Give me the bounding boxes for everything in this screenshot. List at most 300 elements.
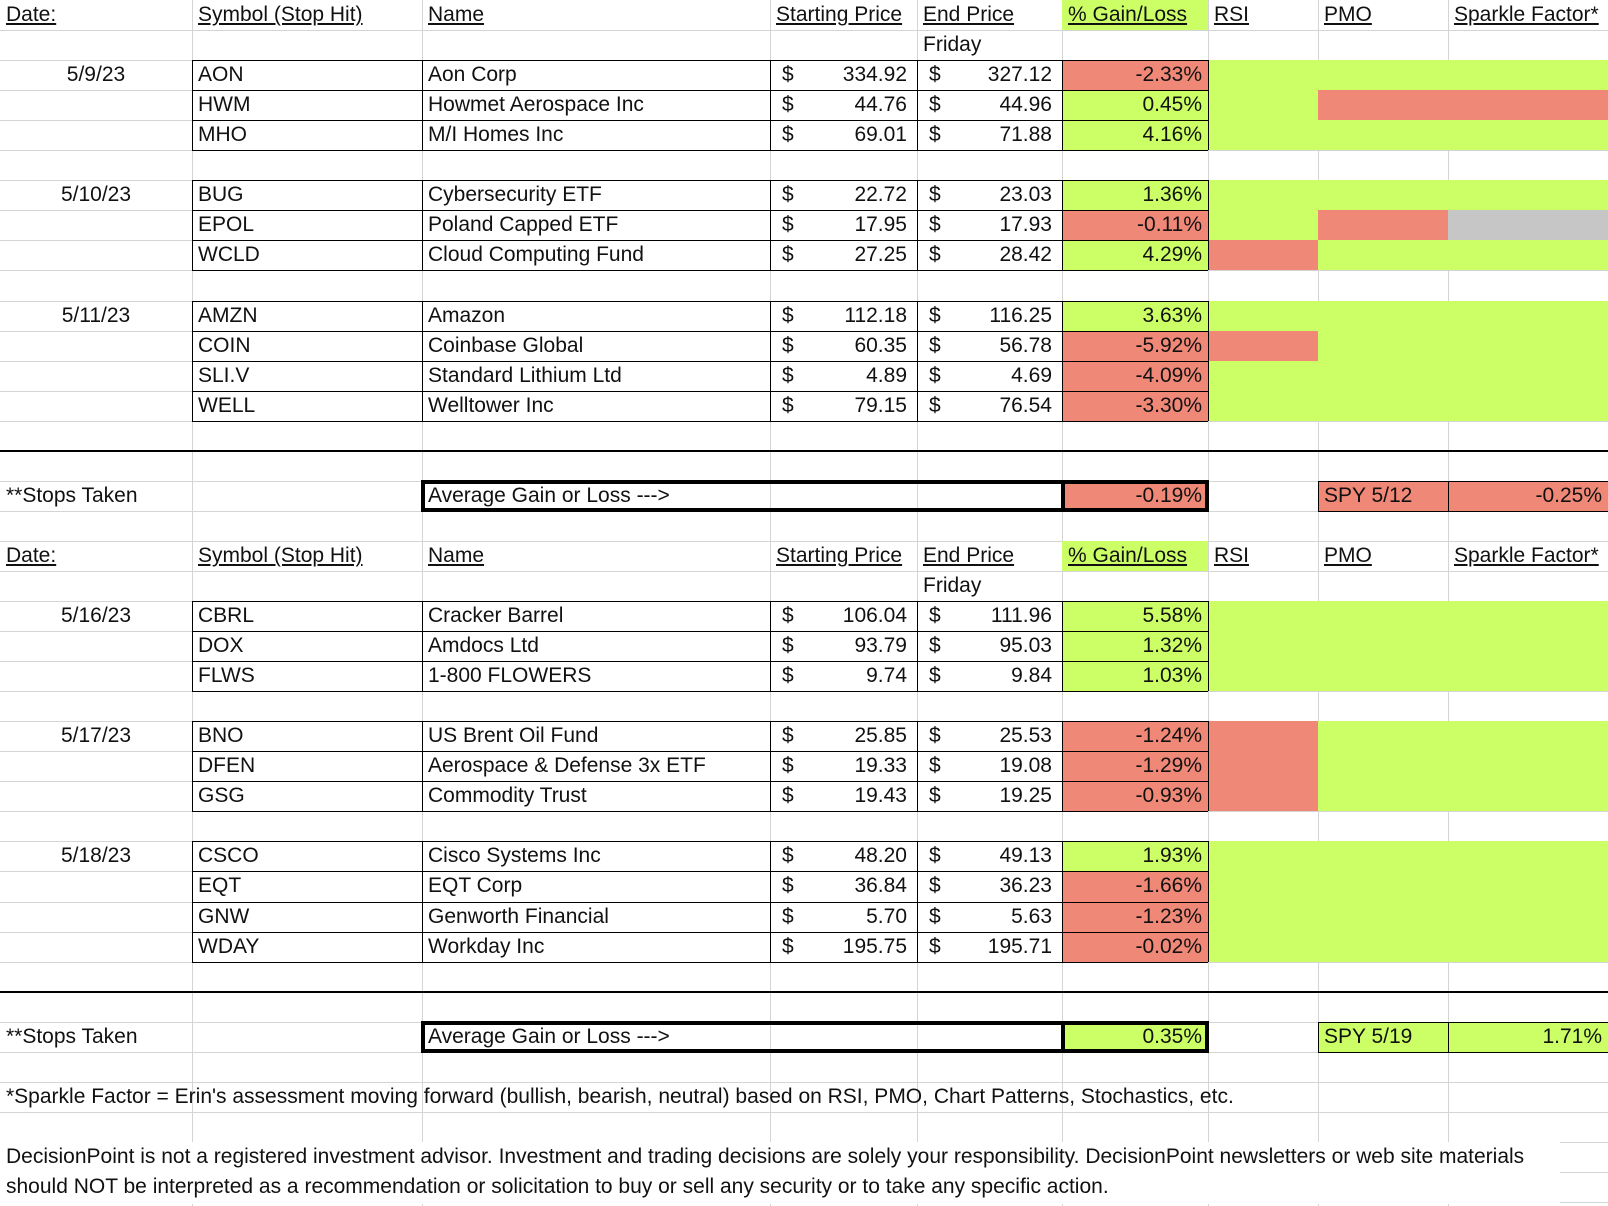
column-header-name[interactable]: Name [428, 544, 485, 567]
currency-symbol: $ [929, 213, 941, 236]
price-value: 19.33 [854, 754, 907, 777]
column-header-start[interactable]: Starting Price [776, 544, 903, 567]
cell-name[interactable]: Cisco Systems Inc [428, 844, 601, 867]
cell-name[interactable]: M/I Homes Inc [428, 123, 564, 146]
table-column-border [192, 601, 193, 691]
cell-symbol[interactable]: EQT [198, 874, 242, 897]
cell-rsi-indicator[interactable] [1208, 210, 1318, 240]
price-value: 19.25 [999, 784, 1052, 807]
cell-name[interactable]: Cybersecurity ETF [428, 183, 602, 206]
cell-end-price[interactable] [917, 661, 1062, 691]
cell-date[interactable]: 5/9/23 [66, 63, 126, 86]
cell-date[interactable]: 5/11/23 [61, 304, 131, 327]
spy-value[interactable]: -0.25% [1448, 481, 1608, 511]
table-row-border [192, 631, 1208, 632]
price-value: 79.15 [854, 394, 907, 417]
cell-pmo-indicator[interactable] [1318, 902, 1448, 932]
cell-gain-loss[interactable]: 1.93% [1062, 841, 1208, 871]
cell-end-price[interactable] [917, 601, 1062, 631]
cell-end-price[interactable] [917, 841, 1062, 871]
cell-date[interactable] [0, 902, 192, 932]
table-column-border [1062, 60, 1063, 150]
currency-symbol: $ [929, 724, 941, 747]
column-header-pmo[interactable]: PMO [1324, 544, 1372, 567]
currency-symbol: $ [929, 334, 941, 357]
cell-gain-loss[interactable]: -1.24% [1062, 721, 1208, 751]
table-row-border [192, 210, 1208, 211]
cell-gain-loss[interactable]: -0.11% [1062, 210, 1208, 240]
cell-name[interactable]: EQT Corp [428, 874, 523, 897]
cell-gain-loss[interactable]: -0.02% [1062, 932, 1208, 962]
cell-gain-loss[interactable]: -1.29% [1062, 751, 1208, 781]
cell-symbol[interactable]: AON [198, 63, 244, 86]
currency-symbol: $ [782, 243, 794, 266]
cell-gain-loss[interactable]: -1.66% [1062, 871, 1208, 902]
currency-symbol: $ [782, 123, 794, 146]
column-header-gain[interactable]: % Gain/Loss [1062, 0, 1208, 30]
cell-end-price[interactable] [917, 331, 1062, 361]
cell-end-price[interactable] [917, 240, 1062, 270]
cell-end-price[interactable] [917, 631, 1062, 661]
cell-starting-price[interactable] [770, 391, 917, 421]
column-header-date[interactable]: Date: [6, 3, 57, 26]
cell-end-price[interactable] [917, 781, 1062, 811]
price-value: 17.95 [854, 213, 907, 236]
price-value: 4.69 [1011, 364, 1052, 387]
cell-end-price[interactable] [917, 120, 1062, 150]
cell-end-price[interactable] [917, 932, 1062, 962]
cell-date[interactable] [0, 90, 192, 120]
cell-rsi-indicator[interactable] [1208, 601, 1318, 631]
table-column-border [917, 721, 918, 811]
cell-gain-loss[interactable]: 1.36% [1062, 180, 1208, 210]
currency-symbol: $ [929, 634, 941, 657]
cell-name[interactable]: US Brent Oil Fund [428, 724, 599, 747]
cell-date[interactable]: 5/17/23 [60, 724, 132, 747]
cell-starting-price[interactable] [770, 361, 917, 391]
cell-end-price[interactable] [917, 60, 1062, 90]
cell-rsi-indicator[interactable] [1208, 631, 1318, 661]
price-value: 9.74 [866, 664, 907, 687]
cell-pmo-indicator[interactable] [1318, 841, 1448, 871]
cell-symbol[interactable]: AMZN [198, 304, 258, 327]
table-column-border [1208, 721, 1209, 811]
cell-pmo-indicator[interactable] [1318, 90, 1448, 120]
gridline-horizontal [0, 1112, 1608, 1113]
cell-date[interactable] [0, 661, 192, 691]
cell-pmo-indicator[interactable] [1318, 331, 1448, 361]
cell-symbol[interactable]: FLWS [198, 664, 255, 687]
table-column-border [1062, 180, 1063, 270]
cell-sparkle-indicator[interactable] [1448, 631, 1608, 661]
table-row-border [192, 962, 1208, 963]
cell-symbol[interactable]: DFEN [198, 754, 256, 777]
table-row-border [192, 331, 1208, 332]
cell-pmo-indicator[interactable] [1318, 180, 1448, 210]
cell-rsi-indicator[interactable] [1208, 90, 1318, 120]
cell-name[interactable]: Commodity Trust [428, 784, 587, 807]
price-value: 25.85 [854, 724, 907, 747]
table-column-border [1208, 60, 1209, 150]
cell-rsi-indicator[interactable] [1208, 60, 1318, 90]
disclaimer-text[interactable]: DecisionPoint is not a registered investment advisor. Investment and trading decisions are solely your responsibility. DecisionPoint newsletters or web site materials should NOT be interpreted as a recommendation or solicitation to buy or sell any security or to take any specific action. [0, 1142, 1560, 1204]
table-row-border [192, 691, 1208, 692]
cell-symbol[interactable]: BUG [198, 183, 244, 206]
average-gain-loss-value[interactable]: -0.19% [1062, 481, 1208, 511]
column-header-symbol[interactable]: Symbol (Stop Hit) [198, 3, 363, 26]
cell-rsi-indicator[interactable] [1208, 331, 1318, 361]
cell-rsi-indicator[interactable] [1208, 180, 1318, 210]
price-value: 106.04 [842, 604, 907, 627]
cell-starting-price[interactable] [770, 841, 917, 871]
cell-rsi-indicator[interactable] [1208, 751, 1318, 781]
table-column-border [770, 601, 771, 691]
column-header-gain[interactable]: % Gain/Loss [1062, 541, 1208, 571]
sparkle-factor-footnote[interactable]: *Sparkle Factor = Erin's assessment moving forward (bullish, bearish, neutral) based on RSI, PMO, Chart Patterns, Stochastics, etc. [6, 1085, 1234, 1108]
price-value: 93.79 [854, 634, 907, 657]
cell-starting-price[interactable] [770, 240, 917, 270]
table-column-border [1062, 301, 1063, 421]
table-row-border [192, 150, 1208, 151]
cell-pmo-indicator[interactable] [1318, 120, 1448, 150]
cell-rsi-indicator[interactable] [1208, 391, 1318, 421]
cell-sparkle-indicator[interactable] [1448, 932, 1608, 962]
column-header-date[interactable]: Date: [6, 544, 57, 567]
cell-sparkle-indicator[interactable] [1448, 210, 1608, 240]
cell-starting-price[interactable] [770, 120, 917, 150]
cell-sparkle-indicator[interactable] [1448, 391, 1608, 421]
price-value: 116.25 [989, 304, 1052, 327]
price-value: 76.54 [999, 394, 1052, 417]
column-header-start[interactable]: Starting Price [776, 3, 903, 26]
cell-pmo-indicator[interactable] [1318, 60, 1448, 90]
subheader-day[interactable]: Friday [923, 574, 982, 597]
table-column-border [1208, 180, 1209, 270]
cell-rsi-indicator[interactable] [1208, 301, 1318, 331]
cell-sparkle-indicator[interactable] [1448, 240, 1608, 270]
table-column-border [422, 60, 423, 150]
price-value: 44.96 [999, 93, 1052, 116]
table-row-border [192, 751, 1208, 752]
table-row-border [192, 180, 1208, 181]
cell-starting-price[interactable] [770, 932, 917, 962]
cell-date[interactable] [0, 871, 192, 902]
currency-symbol: $ [929, 364, 941, 387]
cell-sparkle-indicator[interactable] [1448, 361, 1608, 391]
cell-name[interactable]: Welltower Inc [428, 394, 554, 417]
cell-pmo-indicator[interactable] [1318, 781, 1448, 811]
table-column-border [422, 180, 423, 270]
cell-end-price[interactable] [917, 180, 1062, 210]
price-value: 9.84 [1011, 664, 1052, 687]
cell-symbol[interactable]: GSG [198, 784, 245, 807]
table-column-border [192, 180, 193, 270]
cell-starting-price[interactable] [770, 90, 917, 120]
cell-rsi-indicator[interactable] [1208, 721, 1318, 751]
cell-symbol[interactable]: EPOL [198, 213, 255, 236]
cell-symbol[interactable]: MHO [198, 123, 247, 146]
cell-name[interactable]: Aon Corp [428, 63, 517, 86]
cell-date[interactable] [0, 331, 192, 361]
cell-rsi-indicator[interactable] [1208, 841, 1318, 871]
table-row-border [192, 391, 1208, 392]
cell-end-price[interactable] [917, 301, 1062, 331]
column-header-symbol[interactable]: Symbol (Stop Hit) [198, 544, 363, 567]
price-value: 36.23 [999, 874, 1052, 897]
column-header-name[interactable]: Name [428, 3, 485, 26]
price-value: 36.84 [854, 874, 907, 897]
cell-date[interactable]: 5/10/23 [60, 183, 132, 206]
table-column-border [770, 841, 771, 962]
cell-end-price[interactable] [917, 721, 1062, 751]
cell-symbol[interactable]: BNO [198, 724, 244, 747]
subheader-day[interactable]: Friday [923, 33, 982, 56]
currency-symbol: $ [782, 724, 794, 747]
currency-symbol: $ [929, 905, 941, 928]
cell-sparkle-indicator[interactable] [1448, 301, 1608, 331]
cell-end-price[interactable] [917, 90, 1062, 120]
cell-date[interactable] [0, 751, 192, 781]
cell-pmo-indicator[interactable] [1318, 751, 1448, 781]
cell-symbol[interactable]: HWM [198, 93, 251, 116]
cell-name[interactable]: 1-800 FLOWERS [428, 664, 592, 687]
cell-rsi-indicator[interactable] [1208, 240, 1318, 270]
cell-starting-price[interactable] [770, 601, 917, 631]
cell-starting-price[interactable] [770, 751, 917, 781]
cell-date[interactable] [0, 210, 192, 240]
cell-sparkle-indicator[interactable] [1448, 661, 1608, 691]
cell-pmo-indicator[interactable] [1318, 391, 1448, 421]
column-header-rsi[interactable]: RSI [1214, 3, 1250, 26]
price-value: 327.12 [987, 63, 1052, 86]
table-column-border [1208, 841, 1209, 962]
cell-gain-loss[interactable]: 3.63% [1062, 301, 1208, 331]
cell-rsi-indicator[interactable] [1208, 932, 1318, 962]
currency-symbol: $ [929, 604, 941, 627]
cell-starting-price[interactable] [770, 661, 917, 691]
currency-symbol: $ [782, 183, 794, 206]
cell-end-price[interactable] [917, 751, 1062, 781]
cell-sparkle-indicator[interactable] [1448, 751, 1608, 781]
cell-date[interactable] [0, 391, 192, 421]
cell-pmo-indicator[interactable] [1318, 871, 1448, 902]
table-column-border [422, 721, 423, 811]
cell-name[interactable]: Amdocs Ltd [428, 634, 539, 657]
cell-name[interactable]: Howmet Aerospace Inc [428, 93, 644, 116]
currency-symbol: $ [929, 935, 941, 958]
table-column-border [422, 841, 423, 962]
currency-symbol: $ [782, 334, 794, 357]
table-row-border [192, 120, 1208, 121]
cell-rsi-indicator[interactable] [1208, 902, 1318, 932]
cell-sparkle-indicator[interactable] [1448, 120, 1608, 150]
cell-gain-loss[interactable]: -2.33% [1062, 60, 1208, 90]
cell-symbol[interactable]: DOX [198, 634, 244, 657]
cell-rsi-indicator[interactable] [1208, 781, 1318, 811]
cell-gain-loss[interactable]: 4.16% [1062, 120, 1208, 150]
column-header-sparkle[interactable]: Sparkle Factor* [1454, 3, 1599, 26]
currency-symbol: $ [929, 754, 941, 777]
price-value: 5.70 [866, 905, 907, 928]
average-gain-loss-label[interactable]: Average Gain or Loss ---> [428, 484, 670, 507]
cell-symbol[interactable]: SLI.V [198, 364, 250, 387]
cell-sparkle-indicator[interactable] [1448, 721, 1608, 751]
cell-symbol[interactable]: CSCO [198, 844, 259, 867]
cell-sparkle-indicator[interactable] [1448, 331, 1608, 361]
price-value: 48.20 [854, 844, 907, 867]
table-column-border [770, 301, 771, 421]
table-column-border [1062, 601, 1063, 691]
column-header-end[interactable]: End Price [923, 3, 1015, 26]
cell-date[interactable] [0, 120, 192, 150]
price-value: 49.13 [999, 844, 1052, 867]
price-value: 25.53 [999, 724, 1052, 747]
cell-sparkle-indicator[interactable] [1448, 781, 1608, 811]
cell-date[interactable] [0, 361, 192, 391]
price-value: 69.01 [854, 123, 907, 146]
stops-taken-label[interactable]: **Stops Taken [6, 1025, 138, 1048]
currency-symbol: $ [929, 304, 941, 327]
cell-pmo-indicator[interactable] [1318, 210, 1448, 240]
cell-symbol[interactable]: GNW [198, 905, 250, 928]
cell-starting-price[interactable] [770, 721, 917, 751]
table-column-border [770, 60, 771, 150]
column-header-sparkle[interactable]: Sparkle Factor* [1454, 544, 1599, 567]
table-column-border [770, 721, 771, 811]
cell-gain-loss[interactable]: 0.45% [1062, 90, 1208, 120]
cell-rsi-indicator[interactable] [1208, 120, 1318, 150]
cell-sparkle-indicator[interactable] [1448, 871, 1608, 902]
average-gain-loss-box [421, 480, 1209, 512]
table-column-border [1062, 721, 1063, 811]
cell-name[interactable]: Aerospace & Defense 3x ETF [428, 754, 706, 777]
spy-label[interactable]: SPY 5/19 [1318, 1022, 1448, 1052]
cell-name[interactable]: Coinbase Global [428, 334, 584, 357]
average-box-divider [1061, 1022, 1065, 1052]
cell-name[interactable]: Workday Inc [428, 935, 545, 958]
gridline-horizontal [0, 30, 1608, 31]
cell-gain-loss[interactable]: -3.30% [1062, 391, 1208, 421]
cell-symbol[interactable]: WELL [198, 394, 256, 417]
price-value: 28.42 [999, 243, 1052, 266]
cell-starting-price[interactable] [770, 631, 917, 661]
cell-gain-loss[interactable]: -4.09% [1062, 361, 1208, 391]
column-header-pmo[interactable]: PMO [1324, 3, 1372, 26]
cell-end-price[interactable] [917, 361, 1062, 391]
cell-rsi-indicator[interactable] [1208, 361, 1318, 391]
cell-rsi-indicator[interactable] [1208, 661, 1318, 691]
cell-name[interactable]: Standard Lithium Ltd [428, 364, 622, 387]
spy-label[interactable]: SPY 5/12 [1318, 481, 1448, 511]
average-gain-loss-box [421, 1021, 1209, 1053]
table-row-border [192, 421, 1208, 422]
column-header-end[interactable]: End Price [923, 544, 1015, 567]
cell-starting-price[interactable] [770, 60, 917, 90]
cell-starting-price[interactable] [770, 781, 917, 811]
cell-date[interactable] [0, 932, 192, 962]
cell-starting-price[interactable] [770, 210, 917, 240]
cell-name[interactable]: Poland Capped ETF [428, 213, 619, 236]
cell-date[interactable] [0, 781, 192, 811]
cell-end-price[interactable] [917, 871, 1062, 902]
cell-pmo-indicator[interactable] [1318, 361, 1448, 391]
cell-gain-loss[interactable]: -0.93% [1062, 781, 1208, 811]
cell-starting-price[interactable] [770, 902, 917, 932]
cell-name[interactable]: Cloud Computing Fund [428, 243, 644, 266]
cell-gain-loss[interactable]: 4.29% [1062, 240, 1208, 270]
cell-pmo-indicator[interactable] [1318, 240, 1448, 270]
cell-pmo-indicator[interactable] [1318, 721, 1448, 751]
average-box-divider [1061, 481, 1065, 511]
currency-symbol: $ [929, 874, 941, 897]
cell-gain-loss[interactable]: 1.03% [1062, 661, 1208, 691]
cell-pmo-indicator[interactable] [1318, 932, 1448, 962]
cell-sparkle-indicator[interactable] [1448, 601, 1608, 631]
currency-symbol: $ [782, 905, 794, 928]
cell-end-price[interactable] [917, 210, 1062, 240]
price-value: 22.72 [854, 183, 907, 206]
cell-end-price[interactable] [917, 391, 1062, 421]
stops-taken-label[interactable]: **Stops Taken [6, 484, 138, 507]
cell-pmo-indicator[interactable] [1318, 631, 1448, 661]
price-value: 95.03 [999, 634, 1052, 657]
cell-name[interactable]: Genworth Financial [428, 905, 609, 928]
cell-symbol[interactable]: CBRL [198, 604, 255, 627]
cell-sparkle-indicator[interactable] [1448, 902, 1608, 932]
cell-date[interactable] [0, 631, 192, 661]
cell-end-price[interactable] [917, 902, 1062, 932]
cell-sparkle-indicator[interactable] [1448, 180, 1608, 210]
cell-rsi-indicator[interactable] [1208, 871, 1318, 902]
spy-border [1318, 481, 1319, 511]
table-column-border [192, 841, 193, 962]
cell-starting-price[interactable] [770, 871, 917, 902]
cell-pmo-indicator[interactable] [1318, 601, 1448, 631]
cell-gain-loss[interactable]: 5.58% [1062, 601, 1208, 631]
cell-sparkle-indicator[interactable] [1448, 841, 1608, 871]
average-gain-loss-label[interactable]: Average Gain or Loss ---> [428, 1025, 670, 1048]
cell-symbol[interactable]: WCLD [198, 243, 260, 266]
cell-date[interactable]: 5/18/23 [60, 844, 132, 867]
gridline-horizontal [0, 571, 1608, 572]
cell-sparkle-indicator[interactable] [1448, 60, 1608, 90]
cell-gain-loss[interactable]: -1.23% [1062, 902, 1208, 932]
cell-starting-price[interactable] [770, 301, 917, 331]
cell-pmo-indicator[interactable] [1318, 301, 1448, 331]
currency-symbol: $ [929, 183, 941, 206]
average-gain-loss-value[interactable]: 0.35% [1062, 1022, 1208, 1052]
table-column-border [917, 841, 918, 962]
cell-date[interactable]: 5/16/23 [60, 604, 132, 627]
cell-gain-loss[interactable]: -5.92% [1062, 331, 1208, 361]
column-header-rsi[interactable]: RSI [1214, 544, 1250, 567]
currency-symbol: $ [929, 844, 941, 867]
cell-pmo-indicator[interactable] [1318, 661, 1448, 691]
cell-starting-price[interactable] [770, 180, 917, 210]
price-value: 195.75 [842, 935, 907, 958]
cell-symbol[interactable]: COIN [198, 334, 251, 357]
cell-gain-loss[interactable]: 1.32% [1062, 631, 1208, 661]
cell-symbol[interactable]: WDAY [198, 935, 260, 958]
currency-symbol: $ [929, 394, 941, 417]
spy-value[interactable]: 1.71% [1448, 1022, 1608, 1052]
cell-date[interactable] [0, 240, 192, 270]
table-row-border [192, 902, 1208, 903]
cell-name[interactable]: Cracker Barrel [428, 604, 564, 627]
cell-name[interactable]: Amazon [428, 304, 506, 327]
cell-sparkle-indicator[interactable] [1448, 90, 1608, 120]
cell-starting-price[interactable] [770, 331, 917, 361]
